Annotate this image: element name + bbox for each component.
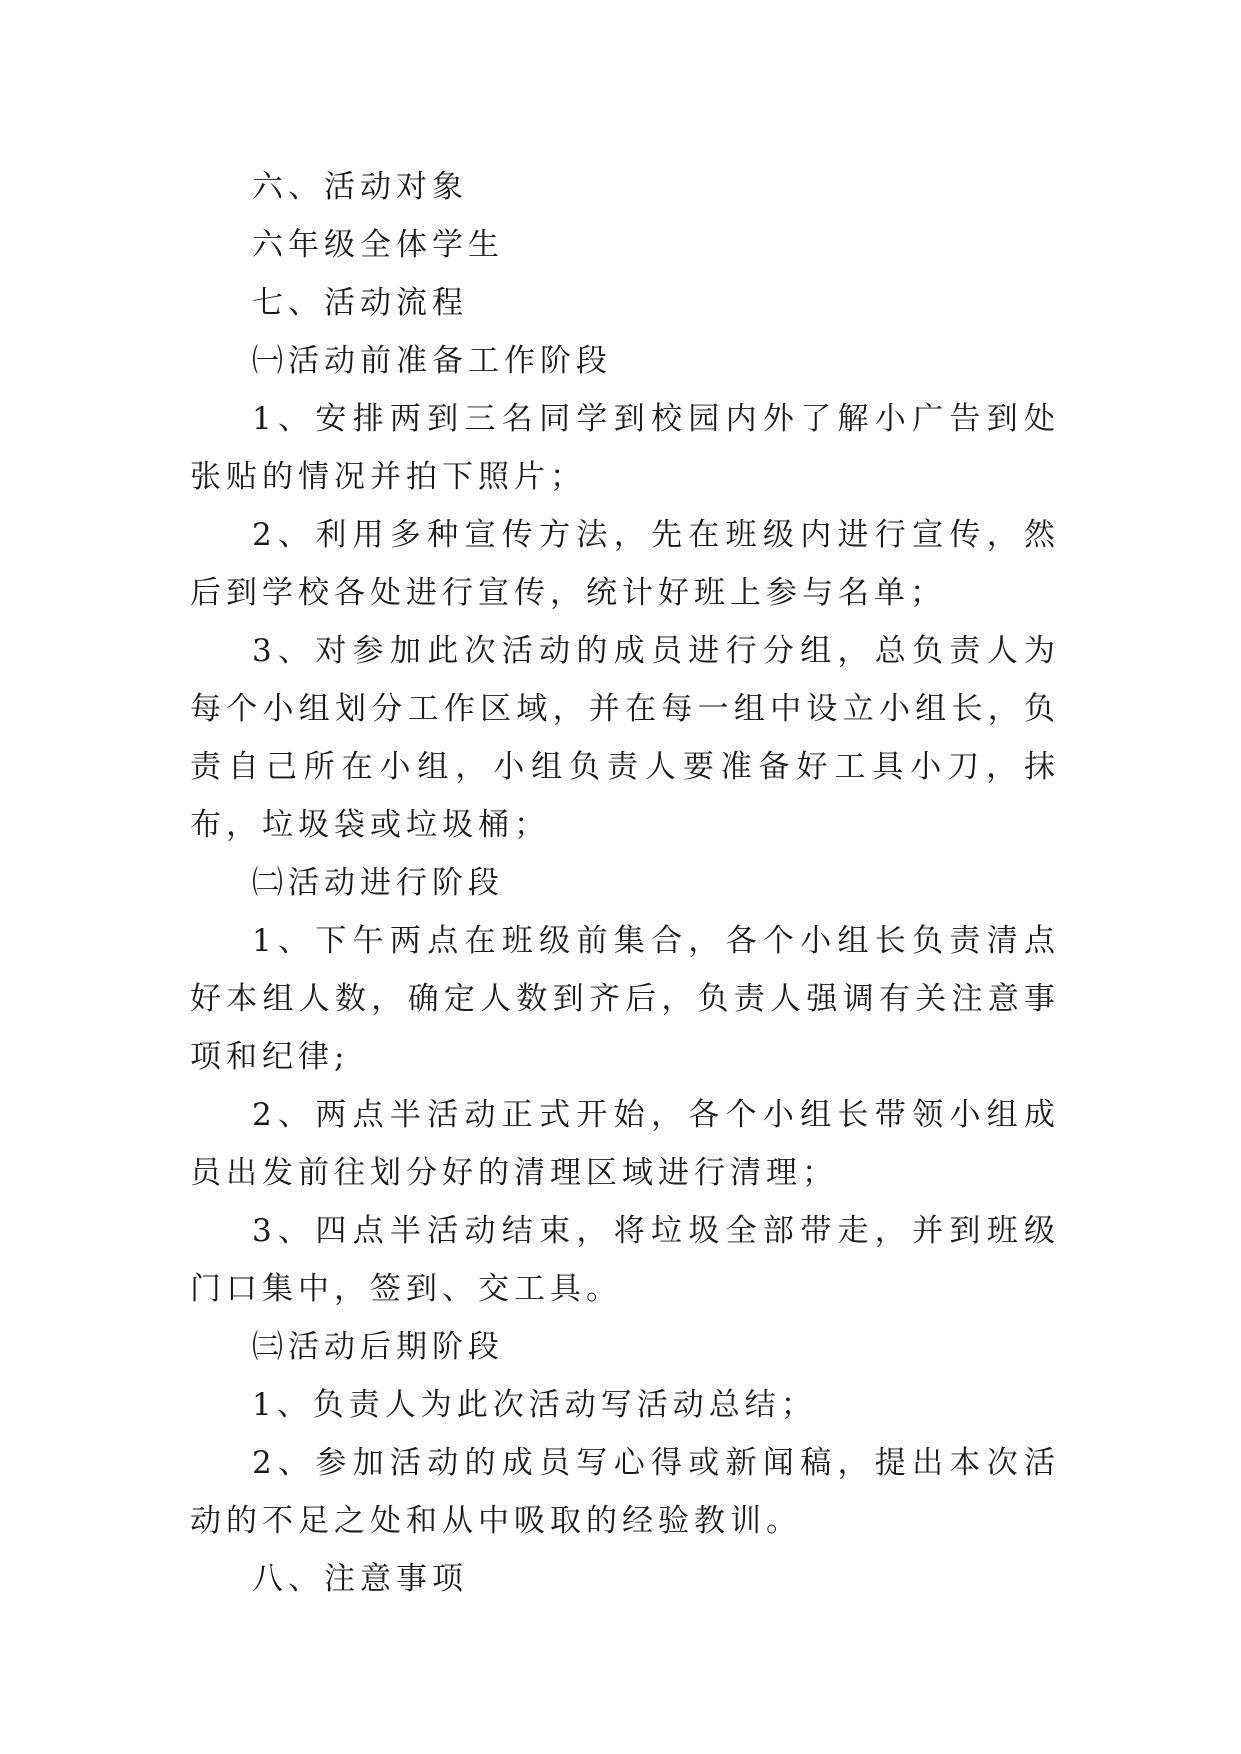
- list-item-preparation-2: 2、利用多种宣传方法，先在班级内进行宣传，然后到学校各处进行宣传，统计好班上参与名单；: [190, 517, 1060, 611]
- section-heading-activity-process: 七、活动流程: [252, 285, 468, 321]
- subsection-heading-preparation: ㈠活动前准备工作阶段: [252, 343, 612, 379]
- list-item-execution-1: 1、下午两点在班级前集合，各个小组长负责清点好本组人数，确定人数到齐后，负责人强调有关注意事项和纪律;: [190, 923, 1060, 1075]
- list-item-preparation-3: 3、对参加此次活动的成员进行分组，总负责人为每个小组划分工作区域，并在每一组中设立小组长，负责自己所在小组，小组负责人要准备好工具小刀，抹布，垃圾袋或垃圾桶；: [190, 633, 1060, 843]
- subsection-heading-followup: ㈢活动后期阶段: [252, 1329, 504, 1365]
- section-heading-activity-target: 六、活动对象: [252, 169, 468, 205]
- list-item-execution-2: 2、两点半活动正式开始，各个小组长带领小组成员出发前往划分好的清理区域进行清理；: [190, 1097, 1060, 1191]
- subsection-heading-execution: ㈡活动进行阶段: [252, 865, 504, 901]
- section-heading-notes: 八、注意事项: [252, 1561, 468, 1597]
- document-body: [190, 158, 1060, 1608]
- list-item-execution-3: 3、四点半活动结束，将垃圾全部带走，并到班级门口集中，签到、交工具。: [190, 1213, 1060, 1307]
- list-item-followup-1: 1、负责人为此次活动写活动总结；: [252, 1387, 817, 1423]
- list-item-preparation-1: 1、安排两到三名同学到校园内外了解小广告到处张贴的情况并拍下照片；: [190, 401, 1060, 495]
- paragraph-target-description: 六年级全体学生: [252, 227, 504, 263]
- list-item-followup-2: 2、参加活动的成员写心得或新闻稿，提出本次活动的不足之处和从中吸取的经验教训。: [190, 1445, 1060, 1539]
